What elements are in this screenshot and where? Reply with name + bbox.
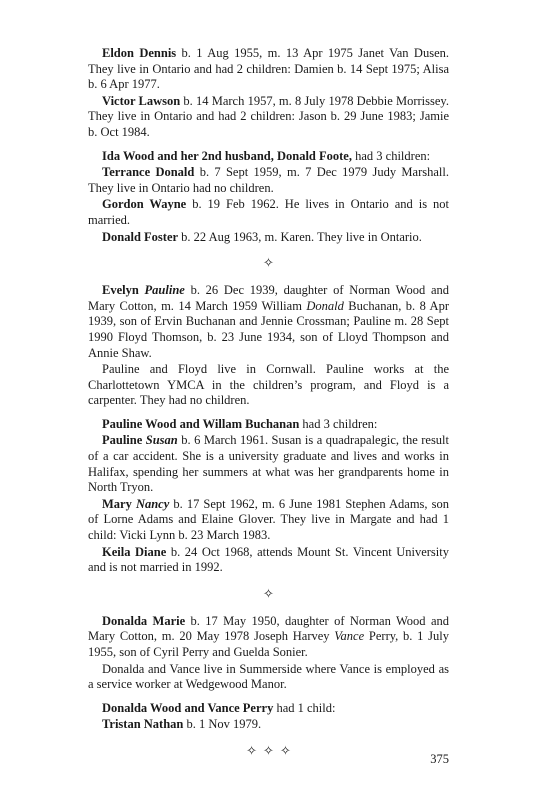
entry-text: had 3 children:	[299, 416, 378, 431]
genealogy-entry	[88, 545, 449, 576]
entry-text: b. 26 Dec 1939, daughter of Norman Wood and Mary Cotton, m. 14 March 1959 William	[88, 283, 449, 313]
entry-text: b. 24 Oct 1968, attends Mount St. Vincent University and is not married in 1992.	[88, 544, 449, 575]
entry-text: had 1 child:	[273, 700, 336, 715]
genealogy-entry	[88, 717, 449, 733]
person-name: Ida Wood and her 2nd husband, Donald Foote,	[102, 148, 352, 163]
family-heading	[88, 701, 449, 717]
person-name: Gordon Wayne	[102, 197, 187, 212]
section-ornament	[88, 586, 449, 602]
person-name: Donalda Marie	[102, 613, 186, 628]
genealogy-entry	[88, 46, 449, 93]
section-ornament	[88, 743, 449, 759]
entry-text: b. 17 Sept 1962, m. 6 June 1981 Stephen Adams, son of Lorne Adams and Elaine Glover. They live in Margate and had 1 child: Vicki Lynn b. 23 March 1983.	[88, 496, 449, 543]
person-name: Pauline	[144, 283, 185, 298]
person-name: Eldon Dennis	[102, 46, 177, 60]
entry-text: b. 6 March 1961. Susan is a quadrapalegic, the result of a car accident. She is a university graduate and lives and works in Halifax, spending her summers at what was her grandparents home in North Tryon.	[88, 433, 449, 495]
entry-text: b. 19 Feb 1962. He lives in Ontario and is not married.	[88, 197, 450, 227]
person-name: Mary	[102, 496, 136, 511]
person-name: Vance	[334, 629, 365, 644]
genealogy-entry	[88, 165, 449, 196]
genealogy-entry	[88, 94, 449, 141]
person-name: Susan	[145, 433, 178, 448]
person-name: Donald Foster	[102, 229, 179, 244]
section-ornament	[88, 255, 449, 271]
diamond-ornament-icon: ✧	[263, 255, 274, 271]
entry-text: b. 17 May 1950, daughter of Norman Wood and Mary Cotton, m. 20 May 1978 Joseph Harvey	[88, 613, 449, 644]
diamond-ornament-icon: ✧	[279, 742, 291, 758]
person-name: Victor Lawson	[102, 93, 181, 108]
person-name: Nancy	[135, 496, 170, 511]
person-name: Terrance Donald	[102, 165, 195, 180]
page-body	[88, 46, 449, 759]
entry-text: b. 1 Aug 1955, m. 13 Apr 1975 Janet Van Dusen. They live in Ontario and had 2 children: Damien b. 14 Sept 1975; Alisa b. 6 Apr 1977.	[88, 46, 450, 92]
person-name: Donald	[306, 298, 344, 313]
person-name: Pauline Wood and Willam Buchanan	[102, 416, 300, 431]
person-name: Tristan Nathan	[102, 717, 184, 732]
entry-text: Perry, b. 1 July 1955, son of Cyril Perry and Guelda Sonier.	[88, 629, 449, 659]
person-name: Pauline	[102, 433, 146, 448]
genealogy-entry	[88, 433, 449, 495]
genealogy-entry	[88, 230, 449, 246]
entry-text: b. 14 March 1957, m. 8 July 1978 Debbie Morrissey. They live in Ontario and had 2 children: Jason b. 29 June 1983; Jamie b. Oct 1984.	[88, 93, 449, 139]
person-name: Donalda Wood and Vance Perry	[102, 700, 274, 715]
entry-text: b. 1 Nov 1979.	[183, 717, 262, 732]
narrative-paragraph: Pauline and Floyd live in Cornwall. Pauline works at the Charlottetown YMCA in the children’s program, and Floyd is a carpenter. They had no children.	[88, 362, 449, 408]
person-name: Keila Diane	[102, 544, 167, 559]
family-heading	[88, 417, 449, 433]
person-name: Evelyn	[102, 283, 145, 298]
genealogy-entry	[88, 283, 449, 361]
diamond-ornament-icon: ✧	[263, 742, 274, 758]
page-number: 375	[430, 752, 449, 766]
genealogy-entry	[88, 614, 449, 661]
diamond-ornament-icon: ✧	[263, 585, 274, 601]
genealogy-entry	[88, 197, 449, 228]
family-heading	[88, 149, 449, 165]
entry-text: had 3 children:	[351, 148, 431, 163]
narrative-paragraph: Donalda and Vance live in Summerside where Vance is employed as a service worker at Wedgewood Manor.	[88, 661, 449, 692]
genealogy-entry	[88, 497, 449, 544]
entry-text: Buchanan, b. 8 Apr 1939, son of Ervin Buchanan and Jennie Crossman; Pauline m. 28 Sept 1990 Floyd Thomson, b. 23 June 1934, son of Lloyd Thompson and Annie Shaw.	[88, 298, 449, 360]
diamond-ornament-icon: ✧	[246, 742, 258, 758]
entry-text: b. 7 Sept 1959, m. 7 Dec 1979 Judy Marshall. They live in Ontario had no children.	[88, 165, 449, 195]
entry-text: b. 22 Aug 1963, m. Karen. They live in Ontario.	[178, 229, 422, 244]
